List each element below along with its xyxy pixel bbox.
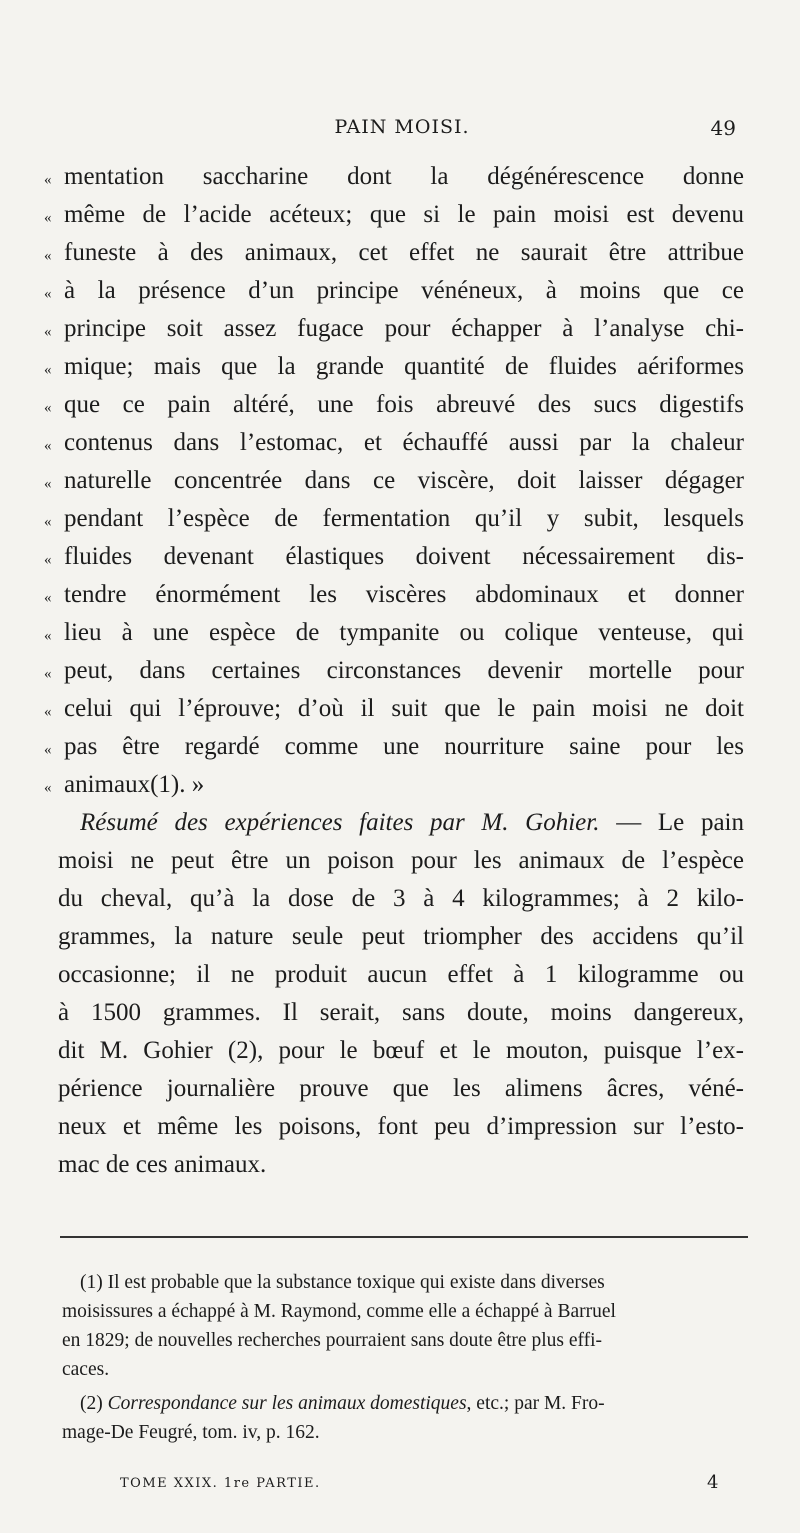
footnote-2-line: (2) Correspondance sur les animaux domestiques, etc.; par M. Fro- bbox=[80, 1393, 605, 1414]
quote-line: « naturelle concentrée dans ce viscère, doit laisser dégager bbox=[44, 462, 744, 500]
quote-mark: « bbox=[44, 514, 52, 530]
quote-mark: « bbox=[44, 172, 52, 188]
summary-line: à 1500 grammes. Il serait, sans doute, moins dangereux, bbox=[58, 999, 744, 1026]
quote-mark: « bbox=[44, 324, 52, 340]
quote-line: « à la présence d’un principe vénéneux, à moins que ce bbox=[44, 272, 744, 310]
quote-mark: « bbox=[44, 400, 52, 416]
summary-first-line: Résumé des expériences faites par M. Gohier. — Le pain bbox=[80, 809, 744, 836]
quote-mark: « bbox=[44, 704, 52, 720]
quote-line: « tendre énormément les viscères abdominaux et donner bbox=[44, 576, 744, 614]
quote-mark: « bbox=[44, 666, 52, 682]
quote-line: « pendant l’espèce de fermentation qu’il y subit, lesquels bbox=[44, 500, 744, 538]
running-head bbox=[62, 116, 742, 146]
quote-line-last: « animaux(1). » bbox=[44, 766, 744, 804]
summary-line-last: mac de ces animaux. bbox=[58, 1151, 267, 1178]
footnote-1-line: caces. bbox=[62, 1359, 110, 1380]
quote-mark: « bbox=[44, 780, 52, 796]
signature-line bbox=[120, 1472, 720, 1500]
closing-quote-mark: » bbox=[191, 771, 205, 798]
quote-mark: « bbox=[44, 628, 52, 644]
quote-line: « mique; mais que la grande quantité de fluides aériformes bbox=[44, 348, 744, 386]
footnote-1-line: moisissures a échappé à M. Raymond, comme elle a échappé à Barruel bbox=[62, 1301, 616, 1322]
quote-mark: « bbox=[44, 742, 52, 758]
summary-line: moisi ne peut être un poison pour les animaux de l’espèce bbox=[58, 847, 744, 874]
quote-line: « fluides devenant élastiques doivent nécessairement dis- bbox=[44, 538, 744, 576]
quote-mark: « bbox=[44, 552, 52, 568]
summary-heading: Résumé des expériences faites par M. Gohier. bbox=[80, 809, 600, 836]
summary-line: grammes, la nature seule peut triompher des accidens qu’il bbox=[58, 923, 744, 950]
volume-signature: TOME XXIX. 1re PARTIE. bbox=[120, 1476, 321, 1491]
quote-line: « pas être regardé comme une nourriture saine pour les bbox=[44, 728, 744, 766]
quote-mark: « bbox=[44, 438, 52, 454]
footnote-2-title: Correspondance sur les animaux domestiques bbox=[107, 1393, 467, 1414]
footnote-1-line: (1) Il est probable que la substance toxique qui existe dans diverses bbox=[80, 1272, 605, 1293]
quote-line: « celui qui l’éprouve; d’où il suit que le pain moisi ne doit bbox=[44, 690, 744, 728]
signature-mark: 4 bbox=[707, 1472, 720, 1493]
quote-line: « contenus dans l’estomac, et échauffé aussi par la chaleur bbox=[44, 424, 744, 462]
quote-line: « que ce pain altéré, une fois abreuvé des sucs digestifs bbox=[44, 386, 744, 424]
footnote-1-line: en 1829; de nouvelles recherches pourraient sans doute être plus effi- bbox=[62, 1330, 603, 1351]
quote-mark: « bbox=[44, 248, 52, 264]
footnote-2-line: mage-De Feugré, tom. iv, p. 162. bbox=[62, 1422, 320, 1443]
quote-mark: « bbox=[44, 476, 52, 492]
summary-line: périence journalière prouve que les alimens âcres, véné- bbox=[58, 1075, 744, 1102]
quote-mark: « bbox=[44, 210, 52, 226]
footnote-2-marker: (2) bbox=[80, 1393, 103, 1414]
summary-line: du cheval, qu’à la dose de 3 à 4 kilogrammes; à 2 kilo- bbox=[58, 885, 744, 912]
quote-mark: « bbox=[44, 362, 52, 378]
quote-mark: « bbox=[44, 286, 52, 302]
summary-line: occasionne; il ne produit aucun effet à 1 kilogramme ou bbox=[58, 961, 744, 988]
running-title: PAIN MOISI. bbox=[334, 116, 470, 138]
quote-line: « principe soit assez fugace pour échapper à l’analyse chi- bbox=[44, 310, 744, 348]
footnote-rule bbox=[60, 1236, 748, 1238]
summary-line: dit M. Gohier (2), pour le bœuf et le mouton, puisque l’ex- bbox=[58, 1037, 744, 1064]
page-number: 49 bbox=[710, 116, 736, 140]
quote-line: « mentation saccharine dont la dégénérescence donne bbox=[44, 158, 744, 196]
quote-line: « même de l’acide acéteux; que si le pain moisi est devenu bbox=[44, 196, 744, 234]
quote-mark: « bbox=[44, 590, 52, 606]
quote-line: « funeste à des animaux, cet effet ne saurait être attribue bbox=[44, 234, 744, 272]
quote-line: « lieu à une espèce de tympanite ou colique venteuse, qui bbox=[44, 614, 744, 652]
quote-line: « peut, dans certaines circonstances devenir mortelle pour bbox=[44, 652, 744, 690]
summary-line: neux et même les poisons, font peu d’impression sur l’esto- bbox=[58, 1113, 744, 1140]
